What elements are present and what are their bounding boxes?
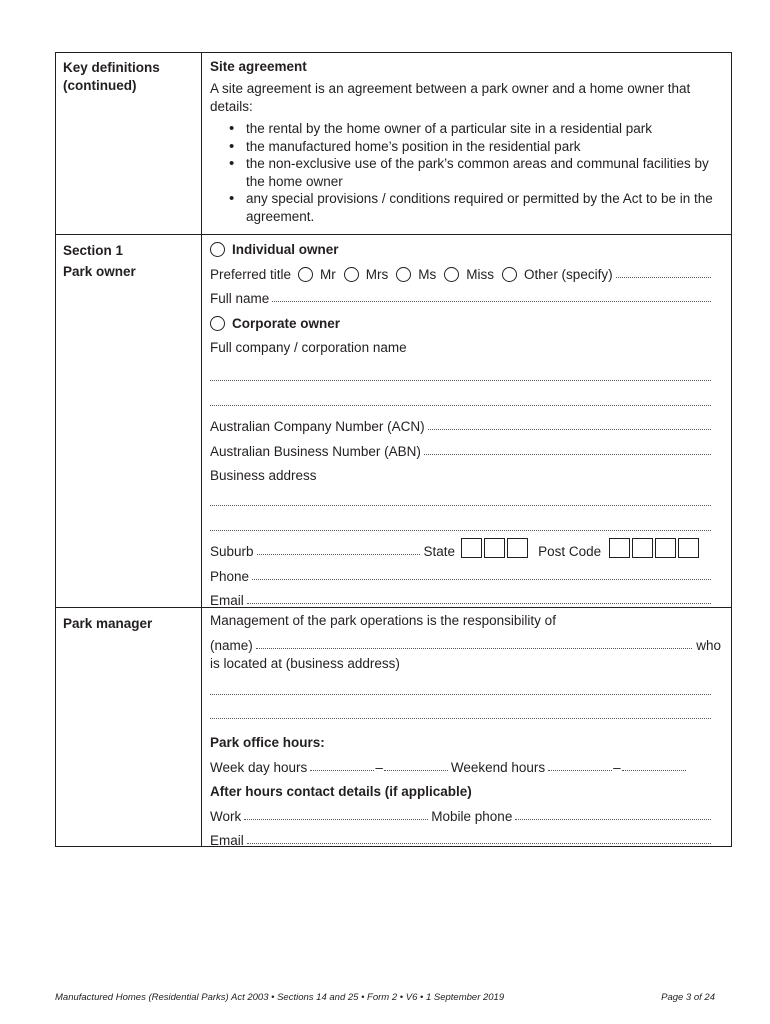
management-text: Management of the park operations is the responsibility of: [210, 613, 556, 628]
email-field[interactable]: [247, 602, 711, 604]
company-name-field-line: [210, 355, 711, 385]
suburb-state-postcode-line: [210, 535, 711, 560]
title-mr-radio[interactable]: [298, 267, 313, 282]
week-day-hours-label: Week day hours: [210, 759, 308, 775]
company-name-field-2[interactable]: [210, 404, 711, 406]
work-mobile-line: [210, 799, 721, 824]
definitions-label-cell: [56, 53, 202, 234]
post-code-box[interactable]: [678, 538, 699, 558]
business-address-field-2[interactable]: [210, 529, 711, 531]
post-code-box[interactable]: [655, 538, 676, 558]
definitions-label: Key definitions (continued): [63, 60, 160, 93]
manager-name-line: [210, 628, 721, 653]
list-item: • the manufactured home’s position in the residential park: [246, 138, 723, 156]
park-owner-content-cell: [202, 235, 731, 607]
abn-field[interactable]: [424, 453, 711, 455]
preferred-title-line: [210, 257, 711, 282]
business-address-label: Business address: [210, 468, 317, 483]
manager-address-field-1[interactable]: [210, 693, 711, 695]
management-text-line: [210, 608, 721, 628]
weekend-hours-from-field[interactable]: [548, 769, 612, 771]
located-at-line: [210, 653, 721, 671]
definitions-row: [56, 53, 731, 234]
corporate-owner-line: [210, 306, 711, 331]
company-name-field-1[interactable]: [210, 379, 711, 381]
park-manager-label-cell: [56, 608, 202, 846]
weekend-hours-to-field[interactable]: [622, 769, 686, 771]
business-address-field-1[interactable]: [210, 504, 711, 506]
manager-email-label: Email: [210, 833, 244, 848]
post-code-box[interactable]: [609, 538, 630, 558]
company-name-label: Full company / corporation name: [210, 340, 407, 355]
state-box[interactable]: [484, 538, 505, 558]
manager-email-field[interactable]: [247, 842, 711, 844]
manager-name-field[interactable]: [256, 647, 692, 649]
full-name-label: Full name: [210, 291, 270, 306]
acn-line: [210, 410, 711, 435]
who-label: who: [696, 637, 721, 653]
park-owner-label: Park owner: [63, 264, 136, 279]
abn-line: [210, 434, 711, 459]
state-boxes: [461, 538, 530, 558]
acn-label: Australian Company Number (ACN): [210, 419, 425, 434]
post-code-boxes: [609, 538, 701, 558]
manager-address-field-line: [210, 699, 721, 724]
after-hours-heading: After hours contact details (if applicable): [210, 784, 472, 799]
site-agreement-list: [210, 120, 723, 225]
title-other-field[interactable]: [616, 276, 711, 278]
manager-address-field-line: [210, 671, 721, 699]
park-manager-content-cell: [202, 608, 731, 846]
preferred-title-label: Preferred title: [210, 266, 292, 282]
company-name-field-line: [210, 385, 711, 410]
week-day-hours-to-field[interactable]: [384, 769, 448, 771]
footer-citation: Manufactured Homes (Residential Parks) Act 2003 • Sections 14 and 25 • Form 2 • V6 • 1 September 2019: [55, 992, 505, 1003]
office-hours-heading: Park office hours:: [210, 735, 325, 750]
list-item: • the non-exclusive use of the park’s common areas and communal facilities by the home owner: [246, 155, 723, 190]
full-name-line: [210, 282, 711, 307]
individual-owner-radio[interactable]: [210, 242, 225, 257]
week-day-hours-from-field[interactable]: [310, 769, 374, 771]
phone-label: Phone: [210, 568, 250, 584]
suburb-label: Suburb: [210, 544, 254, 559]
park-owner-row: [56, 234, 731, 607]
manager-email-line: [210, 824, 721, 849]
site-agreement-intro: A site agreement is an agreement between a park owner and a home owner that details:: [210, 81, 691, 114]
footer-page-number: Page 3 of 24: [661, 992, 715, 1003]
title-mr-label: Mr: [320, 266, 336, 282]
located-at-label: is located at (business address): [210, 655, 400, 671]
state-label: State: [423, 544, 456, 559]
title-mrs-label: Mrs: [365, 266, 389, 282]
acn-field[interactable]: [428, 428, 711, 430]
park-manager-label: Park manager: [63, 616, 153, 631]
work-label: Work: [210, 808, 242, 824]
title-other-label: Other (specify): [524, 266, 613, 282]
mobile-phone-field[interactable]: [515, 818, 711, 820]
title-miss-label: Miss: [466, 266, 495, 282]
title-other-radio[interactable]: [502, 267, 517, 282]
weekend-hours-label: Weekend hours: [450, 759, 546, 775]
site-agreement-heading: Site agreement: [210, 59, 307, 74]
title-ms-label: Ms: [418, 266, 437, 282]
title-ms-radio[interactable]: [396, 267, 411, 282]
corporate-owner-radio[interactable]: [210, 316, 225, 331]
list-item: • the rental by the home owner of a particular site in a residential park: [246, 120, 723, 138]
post-code-box[interactable]: [632, 538, 653, 558]
list-item: • any special provisions / conditions required or permitted by the Act to be in the agreement.: [246, 190, 723, 225]
business-address-field-line: [210, 483, 711, 510]
definitions-content-cell: [202, 53, 731, 234]
corporate-owner-label: Corporate owner: [232, 315, 341, 331]
park-owner-label-cell: [56, 235, 202, 607]
business-address-line: [210, 459, 711, 484]
week-day-hours-dash: –: [375, 759, 383, 775]
office-hours-heading-line: [210, 723, 721, 750]
section-label: Section 1: [63, 243, 124, 258]
email-line: [210, 584, 711, 609]
suburb-field[interactable]: [257, 553, 420, 555]
individual-owner-label: Individual owner: [232, 242, 339, 257]
park-manager-row: [56, 607, 731, 846]
full-name-field[interactable]: [272, 300, 711, 302]
individual-owner-line: [210, 235, 711, 257]
title-miss-radio[interactable]: [444, 267, 459, 282]
manager-address-field-2[interactable]: [210, 717, 711, 719]
post-code-label: Post Code: [538, 544, 602, 559]
manager-name-label: (name): [210, 637, 253, 653]
company-name-line: [210, 331, 711, 356]
office-hours-line: [210, 750, 721, 775]
phone-field[interactable]: [252, 578, 711, 580]
email-label: Email: [210, 593, 244, 608]
title-mrs-radio[interactable]: [344, 267, 359, 282]
work-phone-field[interactable]: [244, 818, 428, 820]
abn-label: Australian Business Number (ABN): [210, 443, 421, 459]
state-box[interactable]: [507, 538, 528, 558]
after-hours-heading-line: [210, 775, 721, 800]
weekend-hours-dash: –: [613, 759, 621, 775]
state-box[interactable]: [461, 538, 482, 558]
form-table: [55, 52, 732, 847]
business-address-field-line: [210, 510, 711, 535]
phone-line: [210, 559, 711, 584]
mobile-phone-label: Mobile phone: [431, 808, 513, 824]
